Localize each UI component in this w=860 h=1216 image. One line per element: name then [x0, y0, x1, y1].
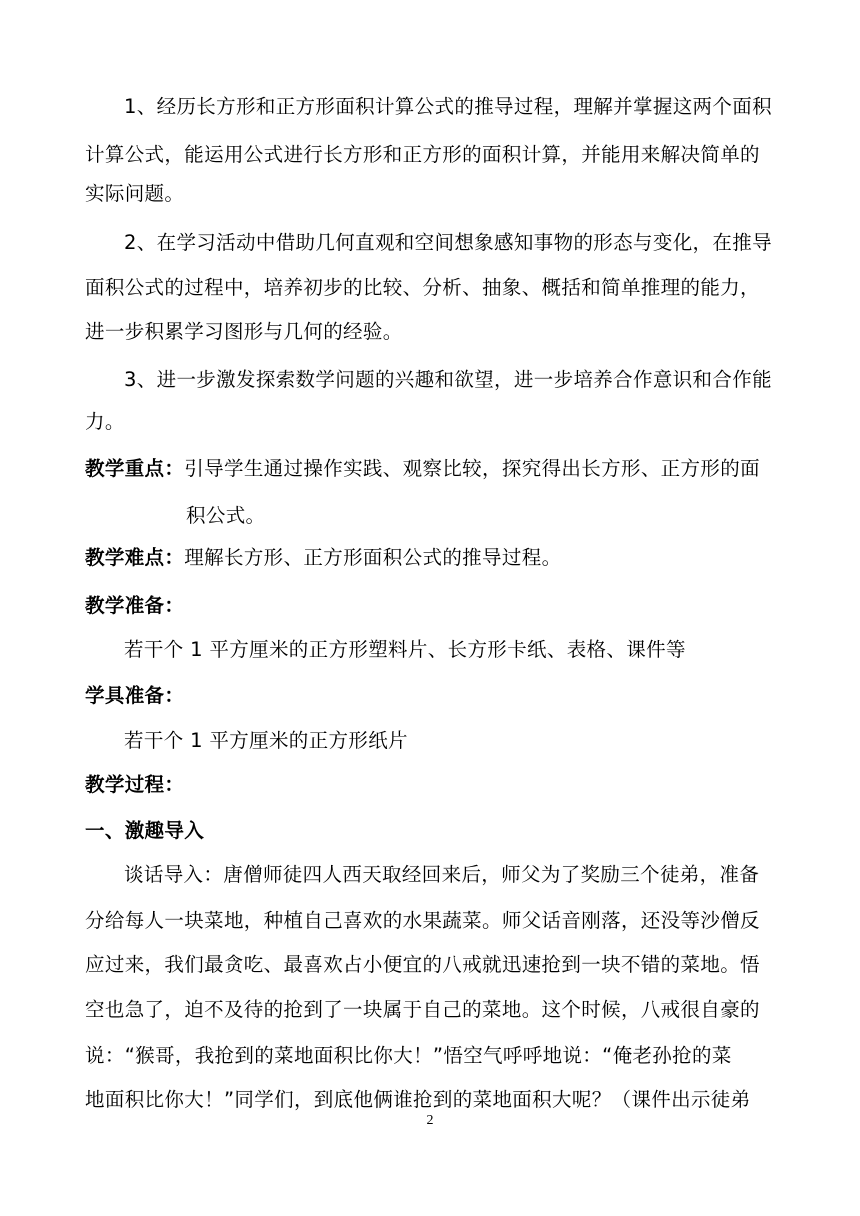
student-prep-text: 若干个 1 平方厘米的正方形纸片: [124, 729, 408, 752]
difficulty-label: 教学难点：: [85, 546, 185, 569]
section-one-line-2: 分给每人一块菜地，种植自己喜欢的水果蔬菜。师父话音刚落，还没等沙僧反: [85, 909, 760, 932]
process-heading: 教学过程：: [85, 773, 185, 796]
goal-2-line-2: 面积公式的过程中，培养初步的比较、分析、抽象、概括和简单推理的能力，: [85, 276, 760, 299]
key-point-continuation: 积公式。: [186, 504, 266, 527]
section-one-heading: 一、激趣导入: [85, 819, 205, 842]
key-point-label: 教学重点：: [85, 457, 185, 480]
goal-1-line-3: 实际问题。: [85, 182, 185, 205]
difficulty-row: [85, 544, 785, 572]
difficulty-text: 理解长方形、正方形面积公式的推导过程。: [184, 546, 562, 569]
page-number: 2: [426, 1113, 434, 1128]
goal-3-line-2: 力。: [85, 410, 125, 433]
goal-2-line-1: 2、在学习活动中借助几何直观和空间想象感知事物的形态与变化，在推导: [124, 231, 772, 254]
teaching-prep-label: 教学准备：: [85, 594, 185, 617]
key-point-text: 引导学生通过操作实践、观察比较，探究得出长方形、正方形的面: [184, 457, 760, 480]
student-prep-label: 学具准备：: [85, 684, 185, 707]
teaching-prep-text: 若干个 1 平方厘米的正方形塑料片、长方形卡纸、表格、课件等: [124, 638, 686, 661]
goal-2-line-3: 进一步积累学习图形与几何的经验。: [85, 320, 403, 343]
goal-1-line-1: 1、经历长方形和正方形面积计算公式的推导过程，理解并掌握这两个面积: [124, 95, 772, 118]
section-one-line-1: 谈话导入：唐僧师徒四人西天取经回来后，师父为了奖励三个徒弟，准备: [124, 863, 760, 886]
section-one-line-4: 空也急了，迫不及待的抢到了一块属于自己的菜地。这个时候，八戒很自豪的: [85, 998, 760, 1021]
goal-3-line-1: 3、进一步激发探索数学问题的兴趣和欲望，进一步培养合作意识和合作能: [124, 368, 772, 391]
section-one-line-6: 地面积比你大！”同学们，到底他俩谁抢到的菜地面积大呢？（课件出示徒弟: [85, 1088, 751, 1111]
goal-1-line-2: 计算公式，能运用公式进行长方形和正方形的面积计算，并能用来解决简单的: [85, 143, 760, 166]
key-point-row: [85, 455, 785, 483]
section-one-line-3: 应过来，我们最贪吃、最喜欢占小便宜的八戒就迅速抢到一块不错的菜地。悟: [85, 953, 760, 976]
section-one-line-5: 说：“猴哥，我抢到的菜地面积比你大！”悟空气呼呼地说：“俺老孙抢的菜: [85, 1044, 732, 1067]
